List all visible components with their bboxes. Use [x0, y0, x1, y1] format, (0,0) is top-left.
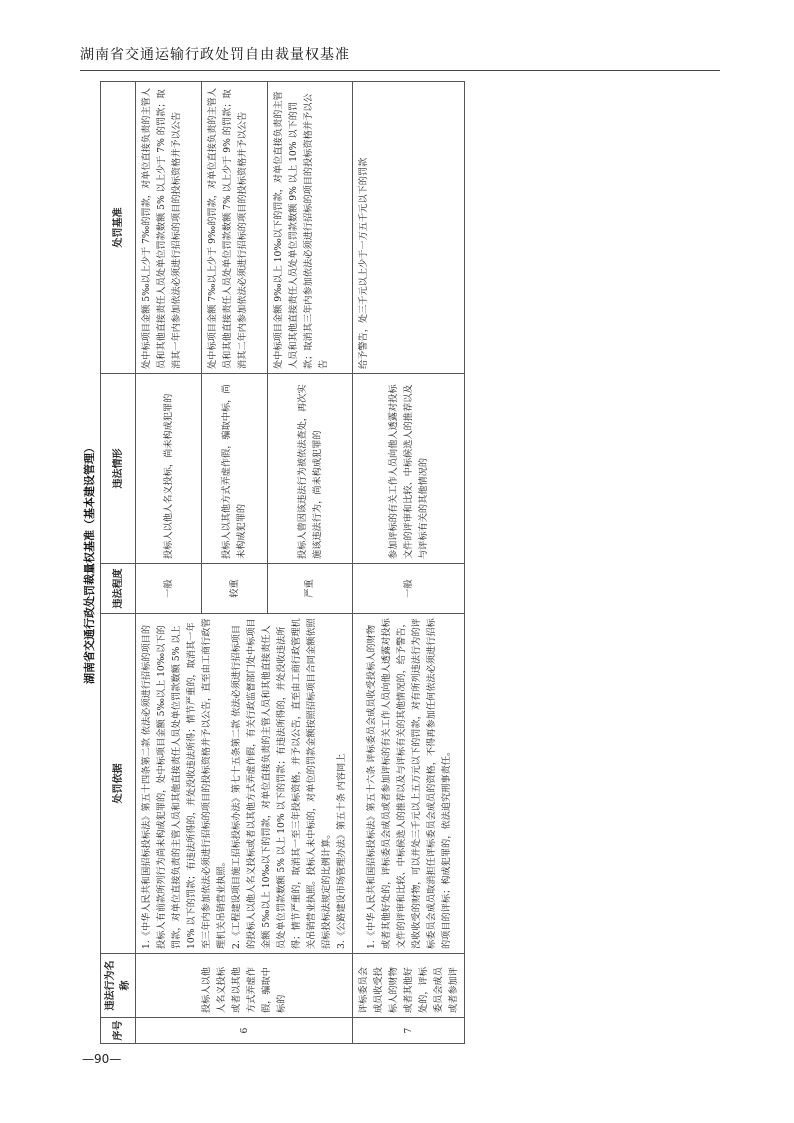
- header-rule: [80, 70, 720, 71]
- header-degree: 违法程度: [101, 564, 136, 614]
- row-circumstance: 投标人以他人名义投标，尚未构成犯罪的: [136, 374, 202, 564]
- row-basis: [353, 614, 465, 954]
- table-row: [136, 82, 202, 1044]
- basis-item: 2.《工程建设项目施工招标投标办法》第七十五条第二款 依法必须进行招标项目的投标人以他人名义投标或者以其他方式弄虚作假，有关行政监督部门处中标项目金额 5‰以上 10‰以下的罚款，对单位直接负责的主管人员和其他直接责任人员处单位罚款数额 5% 以上 10% 以下的罚款；有违法所得的，并处没收违法所得；情节严重的，取消其一至三年投标资格，并予以公告，直至由工商行政管理机关吊销营业执照。投标人未中标的，对单位的罚款金额按照招标项目合同金额依照招标投标法规定的比例计算。: [231, 618, 332, 949]
- page-number: —90—: [82, 1052, 122, 1066]
- row-seq: 6: [136, 1018, 353, 1044]
- row-violation-name: 评标委员会成员收受投标人的财物或者其他好处的，评标委员会成员或者参加评: [353, 954, 465, 1018]
- row-degree: 较重: [201, 564, 267, 614]
- row-seq: 7: [353, 1018, 465, 1044]
- page-header: 湖南省交通运输行政处罚自由裁量权基准: [80, 47, 350, 63]
- row-degree: 一般: [136, 564, 202, 614]
- row-basis: [136, 614, 353, 954]
- row-violation-name: 投标人以他人名义投标或者以其他方式弄虚作假，骗取中标的: [136, 954, 353, 1018]
- row-standard: 处中标项目金额 5‰以上少于 7‰的罚款，对单位直接负责的主管人员和其他直接责任人员处单位罚款数额 5% 以上少于 7% 的罚款；取消其一年内参加依法必须进行招标的项目的投标资格并予以公告: [136, 82, 202, 374]
- table-title: 湖南省交通行政处罚裁量权基准（基本建设管理）: [83, 442, 96, 684]
- rotated-table-area: [80, 82, 720, 1044]
- table-row: [353, 82, 465, 1044]
- row-degree: 严重: [267, 564, 352, 614]
- row-standard: 给予警告，处三千元以上少于一万五千元以下的罚款: [353, 82, 465, 374]
- basis-item: 3.《公路建设市场管理办法》第五十条 内容同上: [336, 753, 347, 949]
- row-circumstance: 投标人以其他方式弄虚作假，骗取中标，尚未构成犯罪的: [201, 374, 267, 564]
- table-container: [80, 82, 720, 1044]
- header-seq: 序号: [101, 1018, 136, 1044]
- row-standard: 处中标项目金额 9‰以上 10‰以下的罚款，对单位直接负责的主管人员和其他直接责任人员处单位罚款数额 9% 以上 10% 以下的罚款；取消其三年内参加依法必须进行招标的项目的投标资格并予以公告: [267, 82, 352, 374]
- row-circumstance: 参加评标的有关工作人员向他人透露对投标文件的评审和比较、中标候选人的推荐以及与评标有关的其他情况的: [353, 374, 465, 564]
- row-standard: 处中标项目金额 7‰以上少于 9‰的罚款，对单位直接负责的主管人员和其他直接责任人员处单位罚款数额 7% 以上少于 9% 的罚款；取消其二年内参加依法必须进行招标的项目的投标资格并予以公告: [201, 82, 267, 374]
- table-header-row: [101, 82, 136, 1044]
- header-basis: 处罚依据: [101, 614, 136, 954]
- header-circumstance: 违法情形: [101, 374, 136, 564]
- basis-item: 1.《中华人民共和国招标投标法》第五十六条 评标委员会成员收受投标人的财物或者其他好处的，评标委员会成员或者参加评标的有关工作人员向他人透露对投标文件的评审和比较、中标候选人的推荐以及与评标有关的其他情况的，给予警告，没收收受的财物，可以并处三千元以上五万元以下的罚款，对有所列违法行为的评标委员会成员取消担任评标委员会成员的资格，不得再参加任何依法必须进行招标的项目的评标；构成犯罪的，依法追究刑事责任。: [365, 618, 452, 949]
- header-name: 违法行为名称: [101, 954, 136, 1018]
- basis-item: 1.《中华人民共和国招标投标法》第五十四条第二款 依法必须进行招标的项目的投标人有前款所列行为尚未构成犯罪的，处中标项目金额 5‰以上 10‰以下的罚款，对单位直接负责的主管人员和其他直接责任人员处单位罚款数额 5% 以上 10% 以下的罚款；有违法所得的，并处没收违法所得；情节严重的，取消其一年至三年内参加依法必须进行招标的项目的投标资格并予以公告，直至由工商行政管理机关吊销营业执照。: [141, 618, 227, 949]
- row-circumstance: 投标人曾因该违法行为被依法查处，再次实施该违法行为，尚未构成犯罪的: [267, 374, 352, 564]
- penalty-table: [100, 81, 465, 1044]
- header-standard: 处罚基准: [101, 82, 136, 374]
- row-degree: 一般: [353, 564, 465, 614]
